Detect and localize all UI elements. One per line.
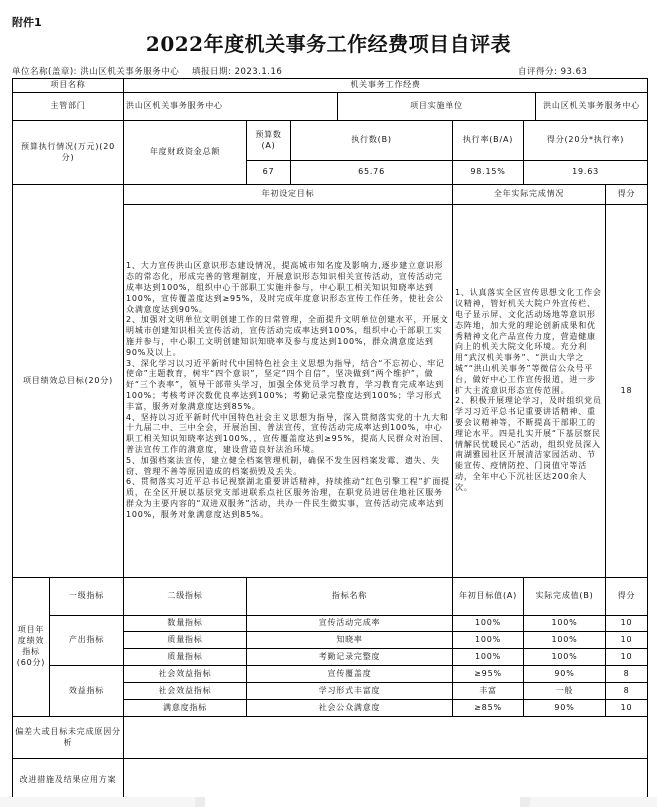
indicator-name: 宣传覆盖度	[247, 666, 453, 683]
goals-section-label: 项目绩效总目标(20分)	[13, 185, 124, 578]
budget-col-b: 执行数(B)	[291, 121, 453, 161]
indicator-target: 100%	[453, 632, 524, 649]
budget-header-row	[13, 121, 648, 161]
improvement-row	[13, 759, 648, 802]
taskbar-segment	[205, 797, 520, 807]
indicator-name: 宣传活动完成率	[247, 616, 453, 632]
budget-total-label: 年度财政资金总额	[124, 121, 247, 185]
deviation-value[interactable]	[124, 717, 648, 759]
fill-date: 填报日期: 2023.1.16	[192, 67, 283, 77]
indicator-level2: 质量指标	[124, 649, 247, 666]
indicators-header-row	[13, 578, 648, 616]
bottom-taskbar	[0, 797, 657, 807]
indicator-level1: 产出指标	[50, 616, 124, 666]
improvement-label: 改进措施及结果应用方案	[13, 759, 124, 802]
indicator-row	[13, 616, 648, 632]
indicator-name: 学习形式丰富度	[247, 683, 453, 700]
goal-item: 3、深化学习以习近平新时代中国特色社会主义思想为指导，结合“不忘初心、牢记使命”主题教育，树牢“四个意识”，坚定“四个自信”，坚决做到“两个维护”，做好“三个表率”，领导干部带头学习，加强全体党员学习教育，学习教育完成率达到100%；考核考评次数优良率达到100%；考勤记录完整度达到100%；学习形式丰富，服务对象满意度达到85%。	[126, 358, 445, 411]
indicators-col-target: 年初目标值(A)	[453, 578, 524, 616]
dept-row	[13, 93, 648, 121]
actual-item: 1、认真落实全区宣传思想文化工作会议精神，管好机关大院户外宣传栏、电子显示屏、文化活动场地等意识形态阵地，加大党的理论创新成果和优秀精神文化产品宣传力度，营造健康向上的机关大院文化环境。充分利用“武汉机关事务”、“洪山大学之城”“洪山机关事务”等微信公众号平台，做好中心工作宣传报道，进一步扩大主流意识形态宣传范围。	[455, 288, 602, 395]
indicators-col-level1: 一级指标	[50, 578, 124, 616]
attachment-label: 附件1	[12, 16, 42, 29]
indicator-score: 10	[606, 632, 648, 649]
indicator-level2: 满意度指标	[124, 700, 247, 717]
indicator-score: 10	[606, 649, 648, 666]
goals-actual-text	[453, 205, 606, 578]
goal-item: 6、贯彻落实习近平总书记视察湖北重要讲话精神，持续推动“红色引擎工程”扩面提质，在全区开展以基层党支部进联系点社区服务治理，在职党员进居住地社区服务群众为主要内容的“双进双服务”活动，共办一件民生微实事，宣传活动完成率达到100%，服务对象满意度达到85%。	[126, 477, 450, 519]
goals-header-row	[13, 185, 648, 205]
goals-col-score: 得分	[606, 185, 648, 205]
indicator-actual: 一般	[524, 683, 606, 700]
actual-item: 2、积极开展理论学习，及时组织党员学习习近平总书记重要讲话精神、重要会议精神等，不断提高干部职工的理论水平。四是扎实开展“下基层察民情解民忧暖民心”活动，组织党员深入南湖雅园社区开展清洁家园活动、节能宣传、疫情防控、门岗值守等活动，全年中心下沉社区达200余人次。	[455, 396, 602, 492]
budget-b-value: 65.76	[291, 161, 453, 185]
budget-section-label: 预算执行情况(万元)(20分)	[13, 121, 124, 185]
indicator-level2: 社会效益指标	[124, 683, 247, 700]
indicators-col-score: 得分	[606, 578, 648, 616]
impl-unit-label: 项目实施单位	[338, 93, 536, 121]
project-name-row	[13, 79, 648, 93]
goals-col-target: 年初设定目标	[124, 185, 453, 205]
indicator-name: 社会公众满意度	[247, 700, 453, 717]
taskbar-segment	[530, 797, 657, 807]
indicators-section-label: 项目年度绩效指标(60分)	[13, 578, 50, 717]
indicator-target: 100%	[453, 649, 524, 666]
indicator-level1: 效益指标	[50, 666, 124, 717]
impl-unit-value: 洪山区机关事务服务中心	[536, 93, 648, 121]
goal-item: 1、大力宣传洪山区意识形态建设情况，提高城市知名度及影响力,逐步建立意识形态的常态化，形成完善的管理制度，开展意识形态知识相关宣传活动，宣传活动完成率达到100%，组织中心干部职工实施并参与，中心职工相关知识知晓率达到100%，宣传覆盖度达到≥95%，及时完成年度意识形态宣传工作任务，使社会公众满意度达到90%。	[126, 261, 444, 314]
unit-name: 单位名称(盖章): 洪山区机关事务服务中心	[12, 67, 180, 77]
improvement-value[interactable]	[124, 759, 648, 802]
goals-score-value: 18	[606, 205, 648, 578]
self-score: 自评得分: 93.63	[518, 67, 588, 77]
indicator-level2: 数量指标	[124, 616, 247, 632]
goals-target-text	[124, 205, 453, 578]
indicator-actual: 100%	[524, 632, 606, 649]
indicator-actual: 100%	[524, 649, 606, 666]
indicator-actual: 100%	[524, 616, 606, 632]
indicators-col-level2: 二级指标	[124, 578, 247, 616]
deviation-row	[13, 717, 648, 759]
indicators-col-name: 指标名称	[247, 578, 453, 616]
indicator-score: 8	[606, 666, 648, 683]
deviation-label: 偏差大或目标未完成原因分析	[13, 717, 124, 759]
indicators-col-actual: 实际完成值(B)	[524, 578, 606, 616]
goals-col-actual: 全年实际完成情况	[453, 185, 606, 205]
dept-value: 洪山区机关事务服务中心	[124, 93, 338, 121]
dept-label: 主管部门	[13, 93, 124, 121]
indicator-actual: 90%	[524, 666, 606, 683]
project-name-value: 机关事务工作经费	[124, 79, 648, 93]
indicator-score: 8	[606, 683, 648, 700]
page-title: 2022年度机关事务工作经费项目自评表	[145, 32, 512, 56]
indicator-actual: 90%	[524, 700, 606, 717]
indicator-row	[13, 666, 648, 683]
budget-score-value: 19.63	[524, 161, 648, 185]
indicator-target: 丰富	[453, 683, 524, 700]
project-name-label: 项目名称	[13, 79, 124, 93]
indicator-score: 10	[606, 700, 648, 717]
indicator-level2: 质量指标	[124, 632, 247, 649]
budget-rate-value: 98.15%	[453, 161, 524, 185]
budget-col-a: 预算数(A)	[247, 121, 291, 161]
indicator-target: 100%	[453, 616, 524, 632]
indicator-target: ≥85%	[453, 700, 524, 717]
indicator-target: ≥95%	[453, 666, 524, 683]
taskbar-segment	[0, 797, 195, 807]
budget-a-value: 67	[247, 161, 291, 185]
indicator-level2: 社会效益指标	[124, 666, 247, 683]
indicator-name: 知晓率	[247, 632, 453, 649]
goal-item: 5、加强档案法宣传，建立健全档案管理机制，确保不发生因档案发霉、遗失、失窃、管理不善等原因造成的档案损毁及丢失。	[126, 455, 440, 476]
evaluation-form	[12, 78, 648, 802]
indicator-score: 10	[606, 616, 648, 632]
goal-item: 4、坚持以习近平新时代中国特色社会主义思想为指导，深入贯彻落实党的十九大和十九届二中、三中全会，开展治国、普法宣传，宣传活动完成率达到100%，中心职工相关知识知晓率达到100%，，宣传覆盖度达到≥95%，提高人民群众对治国、普法宣传工作的满意度，建设营造良好法治环境。	[126, 412, 449, 454]
budget-col-rate: 执行率(B/A)	[453, 121, 524, 161]
budget-col-score: 得分(20分*执行率)	[524, 121, 648, 161]
indicator-name: 考勤记录完整度	[247, 649, 453, 666]
goal-item: 2、加强对文明单位文明创建工作的日常管理，全面提升文明单位创建水平，开展文明城市创建知识相关宣传活动，宣传活动完成率达到100%，组织中心干部职工实施并参与，中心职工文明创建知识知晓率及参与度达到100%，群众满意度达到90%及以上。	[126, 315, 449, 357]
